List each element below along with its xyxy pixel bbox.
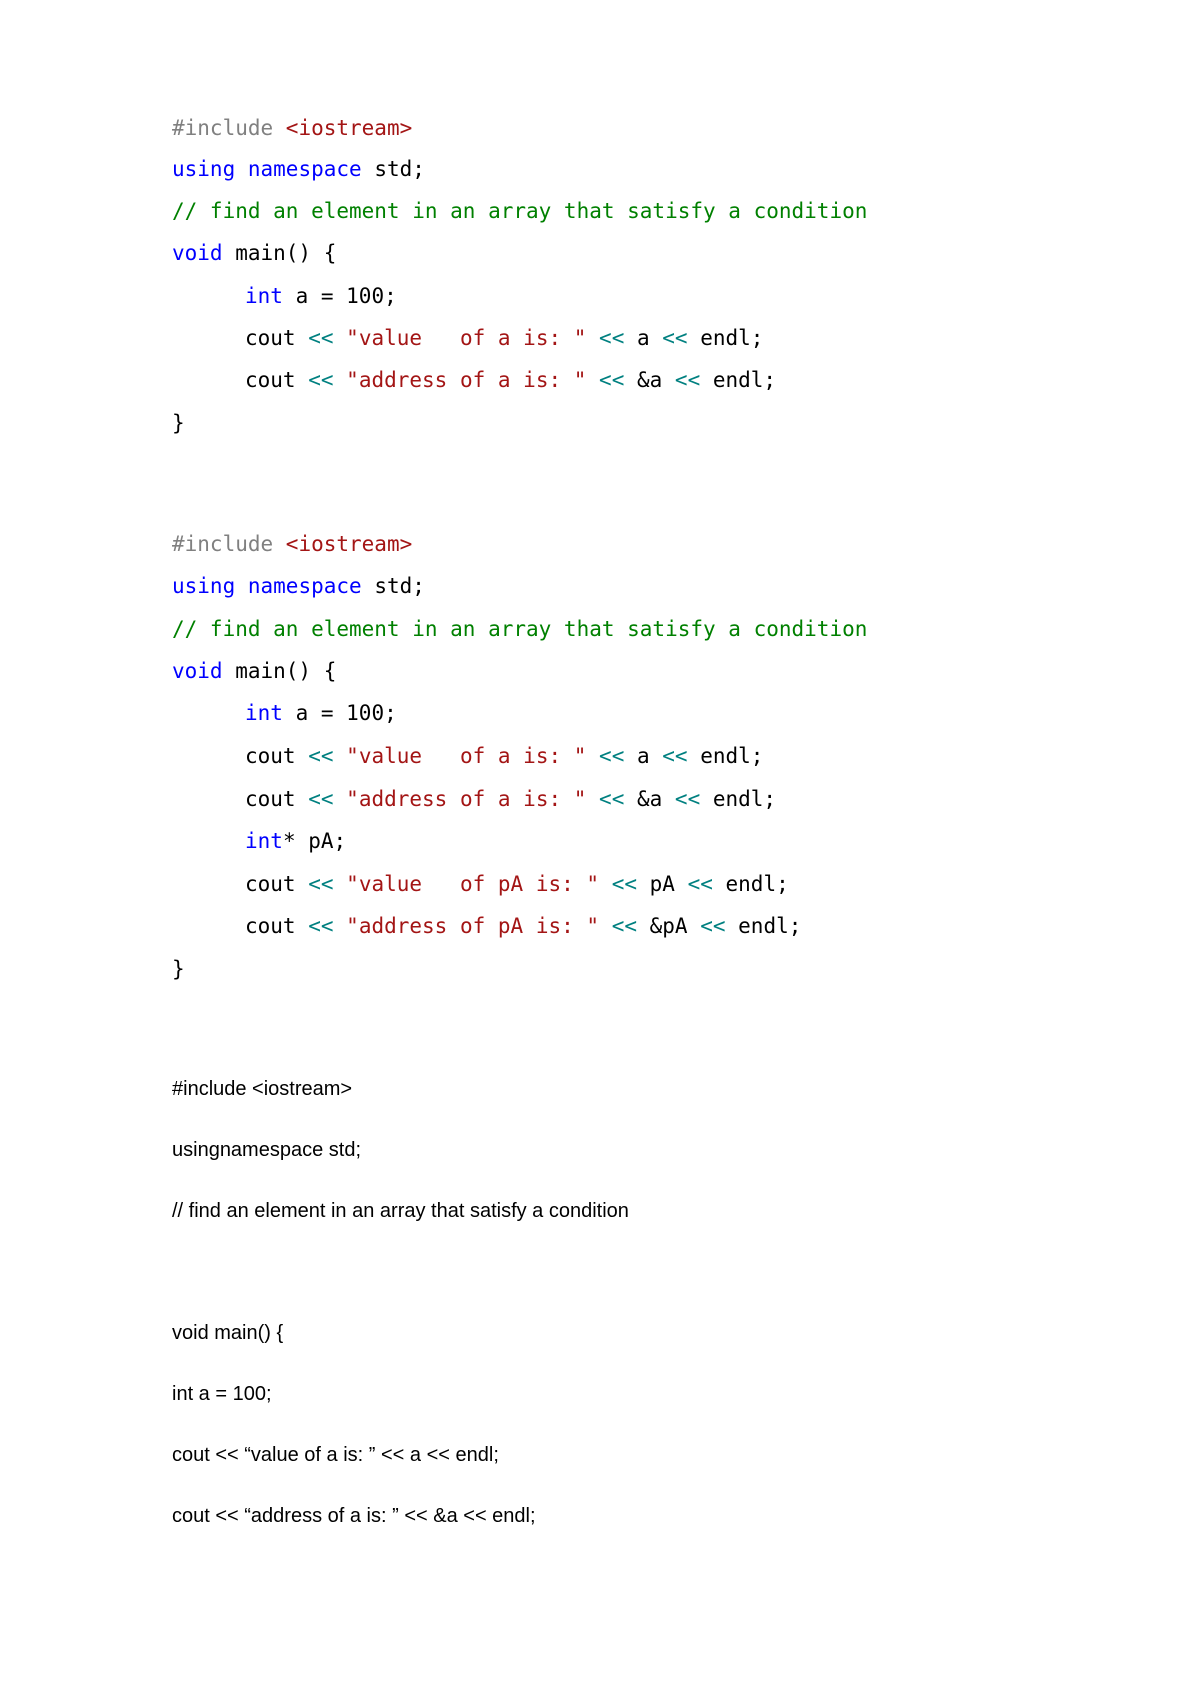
keyword: void — [172, 659, 223, 683]
identifier: cout — [245, 787, 309, 811]
code-line — [245, 826, 346, 856]
keyword: int — [245, 284, 283, 308]
text-line: cout << “value of a is: ” << a << endl; — [172, 1444, 499, 1466]
space — [334, 744, 347, 768]
code-line — [245, 698, 397, 728]
space — [334, 914, 347, 938]
code-line — [172, 656, 336, 686]
operator: << — [674, 368, 701, 392]
keyword: using — [172, 157, 236, 181]
identifier: endl; — [712, 872, 789, 896]
identifier: cout — [245, 914, 309, 938]
identifier: endl; — [700, 787, 777, 811]
string-literal: "value of a is: " — [346, 744, 587, 768]
operator: << — [611, 914, 637, 938]
text-line: cout << “address of a is: ” << &a << endl; — [172, 1505, 536, 1527]
statement: * pA; — [282, 829, 347, 853]
space — [334, 787, 347, 811]
text-line: #include <iostream> — [172, 1078, 353, 1100]
closing-brace: } — [172, 411, 185, 435]
identifier: &a — [624, 368, 675, 392]
operator: << — [308, 326, 334, 350]
operator: << — [308, 787, 334, 811]
code-line — [172, 113, 412, 143]
keyword: void — [172, 241, 223, 265]
code-comment: // find an element in an array that satisfy a condition — [172, 617, 868, 641]
identifier: endl; — [687, 326, 764, 350]
operator: << — [687, 872, 713, 896]
code-line — [245, 784, 776, 814]
keyword: int — [245, 701, 283, 725]
operator: << — [308, 914, 334, 938]
include-header: <iostream> — [285, 532, 413, 556]
closing-brace: } — [172, 957, 185, 981]
identifier: pA — [637, 872, 688, 896]
string-literal: "address of a is: " — [346, 787, 587, 811]
operator: << — [700, 914, 726, 938]
operator: << — [599, 326, 625, 350]
operator: << — [674, 787, 701, 811]
identifier: a — [624, 744, 663, 768]
operator: << — [599, 787, 625, 811]
space — [334, 326, 347, 350]
identifier: std; — [361, 157, 425, 181]
keyword: namespace — [247, 574, 362, 598]
text-line: // find an element in an array that satisfy a condition — [172, 1200, 629, 1222]
operator: << — [308, 368, 334, 392]
code-line — [245, 281, 397, 311]
identifier: endl; — [687, 744, 764, 768]
space — [586, 744, 599, 768]
code-line — [245, 365, 776, 395]
operator: << — [308, 744, 334, 768]
space — [334, 368, 347, 392]
identifier: cout — [245, 872, 309, 896]
identifier: std; — [361, 574, 425, 598]
include-header: <iostream> — [285, 116, 413, 140]
operator: << — [599, 368, 625, 392]
identifier: &a — [624, 787, 675, 811]
operator: << — [308, 872, 334, 896]
operator: << — [662, 744, 688, 768]
statement: a = 100; — [282, 701, 397, 725]
statement: a = 100; — [282, 284, 397, 308]
function-signature: main() { — [222, 659, 337, 683]
identifier: cout — [245, 326, 309, 350]
code-comment: // find an element in an array that satisfy a condition — [172, 199, 868, 223]
operator: << — [662, 326, 688, 350]
space — [599, 914, 612, 938]
code-line — [172, 571, 425, 601]
code-line — [172, 529, 412, 559]
space — [586, 326, 599, 350]
code-line — [245, 741, 763, 771]
operator: << — [611, 872, 637, 896]
code-line — [245, 911, 801, 941]
space — [235, 574, 248, 598]
code-line — [172, 238, 336, 268]
text-line: int a = 100; — [172, 1383, 272, 1405]
identifier: cout — [245, 368, 309, 392]
operator: << — [599, 744, 625, 768]
string-literal: "value of a is: " — [346, 326, 587, 350]
function-signature: main() { — [222, 241, 337, 265]
preprocessor-directive: #include — [172, 532, 286, 556]
space — [235, 157, 248, 181]
string-literal: "address of pA is: " — [346, 914, 600, 938]
identifier: a — [624, 326, 663, 350]
code-line — [172, 154, 425, 184]
string-literal: "value of pA is: " — [346, 872, 600, 896]
code-line — [245, 869, 789, 899]
keyword: using — [172, 574, 236, 598]
keyword: int — [245, 829, 283, 853]
space — [586, 787, 599, 811]
preprocessor-directive: #include — [172, 116, 286, 140]
space — [334, 872, 347, 896]
identifier: endl; — [700, 368, 777, 392]
identifier: endl; — [725, 914, 802, 938]
space — [599, 872, 612, 896]
identifier: cout — [245, 744, 309, 768]
space — [586, 368, 599, 392]
text-line: usingnamespace std; — [172, 1139, 362, 1161]
code-line — [245, 323, 763, 353]
identifier: &pA — [637, 914, 701, 938]
keyword: namespace — [247, 157, 362, 181]
text-line: void main() { — [172, 1322, 284, 1344]
string-literal: "address of a is: " — [346, 368, 587, 392]
